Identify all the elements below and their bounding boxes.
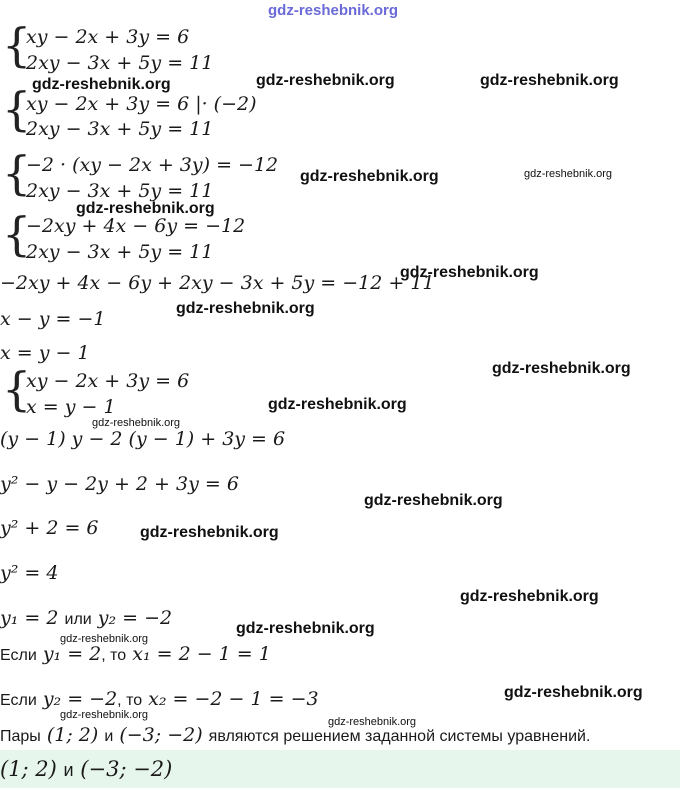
watermark: gdz-reshebnik.org [268,2,399,19]
root-y2: y₂ = −2 [97,607,173,629]
then-word: , то [117,692,143,709]
then-word: , то [101,647,127,664]
watermark: gdz-reshebnik.org [524,168,613,180]
equation: −2 · (xy − 2x + 3y) = −12 [26,154,279,176]
watermark: gdz-reshebnik.org [140,524,279,541]
watermark: gdz-reshebnik.org [328,716,417,728]
watermark: gdz-reshebnik.org [504,684,643,701]
equation: 2xy − 3x + 5y = 11 [26,118,214,140]
watermark: gdz-reshebnik.org [256,72,395,89]
equation: (y − 1) y − 2 (y − 1) + 3y = 6 [0,428,286,450]
pair-2: (−3; −2) [119,724,203,746]
or-word: или [64,611,92,628]
watermark: gdz-reshebnik.org [32,76,171,93]
system-brace: { [2,82,32,136]
watermark: gdz-reshebnik.org [92,417,181,429]
watermark: gdz-reshebnik.org [300,168,439,185]
equation: 2xy − 3x + 5y = 11 [26,180,214,202]
case-result: x₂ = −2 − 1 = −3 [148,688,319,710]
equation: xy − 2x + 3y = 6 |· (−2) [26,93,257,115]
case-line [0,643,271,667]
case-result: x₁ = 2 − 1 = 1 [132,643,271,665]
and-word: и [104,728,114,745]
equation: −2xy + 4x − 6y = −12 [26,215,246,237]
roots-line [0,607,172,631]
watermark: gdz-reshebnik.org [60,633,149,645]
watermark: gdz-reshebnik.org [60,709,149,721]
watermark: gdz-reshebnik.org [460,588,599,605]
and-word: и [63,760,74,780]
watermark: gdz-reshebnik.org [268,396,407,413]
if-word: Если [0,647,37,664]
watermark: gdz-reshebnik.org [176,300,315,317]
equation: y² − y − 2y + 2 + 3y = 6 [0,473,239,495]
equation: x − y = −1 [0,308,106,330]
equation: xy − 2x + 3y = 6 [26,26,190,48]
root-y1: y₁ = 2 [0,607,59,629]
equation: y² + 2 = 6 [0,517,99,539]
answer-pair-2: (−3; −2) [80,757,173,781]
case-condition: y₂ = −2 [42,688,118,710]
answer-pair-1: (1; 2) [0,757,57,781]
case-line [0,688,319,712]
equation: x = y − 1 [0,342,90,364]
equation: y² = 4 [0,562,59,584]
conclusion-line [0,724,590,748]
watermark: gdz-reshebnik.org [76,200,215,217]
watermark: gdz-reshebnik.org [364,492,503,509]
system-brace: { [2,146,32,200]
pair-1: (1; 2) [46,724,99,746]
case-condition: y₁ = 2 [42,643,102,665]
system-brace: { [2,362,32,416]
conclusion-end: являются решением заданной системы уравнений. [208,728,591,745]
system-brace: { [2,207,32,261]
equation: x = y − 1 [26,396,116,418]
equation: 2xy − 3x + 5y = 11 [26,241,214,263]
answer-line [0,758,172,781]
system-brace: { [2,18,32,72]
watermark: gdz-reshebnik.org [236,620,375,637]
if-word: Если [0,692,37,709]
equation: −2xy + 4x − 6y + 2xy − 3x + 5y = −12 + 11 [0,272,435,294]
answer-box [0,750,680,788]
watermark: gdz-reshebnik.org [492,360,631,377]
equation: xy − 2x + 3y = 6 [26,370,190,392]
watermark: gdz-reshebnik.org [400,264,539,281]
equation: 2xy − 3x + 5y = 11 [26,52,214,74]
conclusion-start: Пары [0,728,41,745]
watermark: gdz-reshebnik.org [480,72,619,89]
